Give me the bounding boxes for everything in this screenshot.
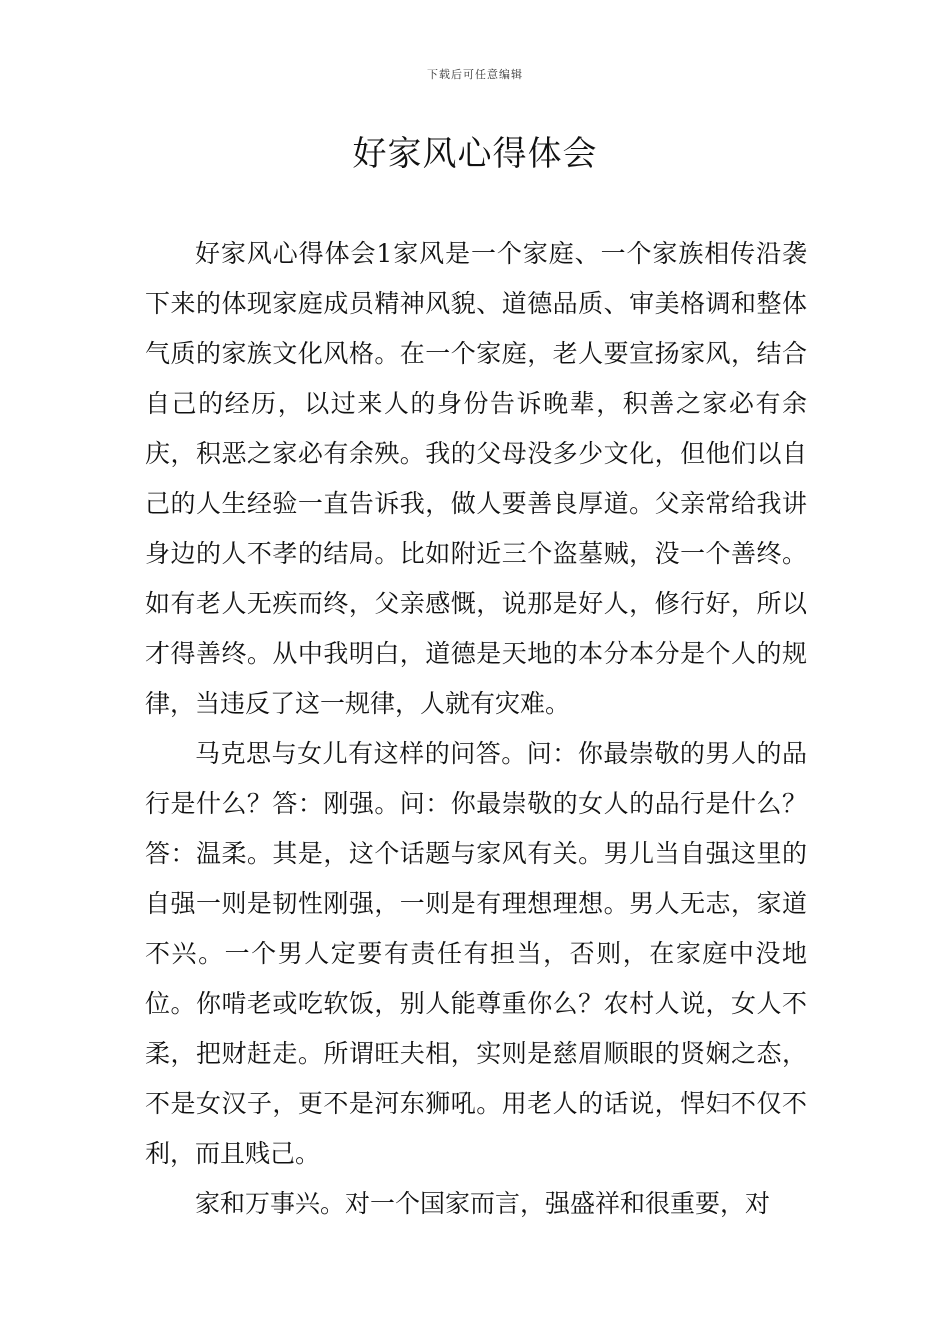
paragraph-1: 好家风心得体会1家风是一个家庭、一个家族相传沿袭下来的体现家庭成员精神风貌、道德品质、审美格调和整体气质的家族文化风格。在一个家庭，老人要宣扬家风，结合自己的经历，以过来人的身份告诉晚辈，积善之家必有余庆，积恶之家必有余殃。我的父母没多少文化，但他们以自己的人生经验一直告诉我，做人要善良厚道。父亲常给我讲身边的人不孝的结局。比如附近三个盗墓贼，没一个善终。如有老人无疾而终，父亲感慨，说那是好人，修行好，所以才得善终。从中我明白，道德是天地的本分本分是个人的规律，当违反了这一规律，人就有灾难。 (145, 239, 807, 718)
header-note: 下载后可任意编辑 (427, 68, 523, 81)
document-title: 好家风心得体会 (352, 134, 598, 174)
paragraph-2: 马克思与女儿有这样的问答。问：你最崇敬的男人的品行是什么？答：刚强。问：你最崇敬的女人的品行是什么？答：温柔。其是，这个话题与家风有关。男儿当自强这里的自强一则是韧性刚强，一则是有理想理想。男人无志，家道不兴。一个男人定要有责任有担当，否则，在家庭中没地位。你啃老或吃软饭，别人能尊重你么？农村人说，女人不柔，把财赶走。所谓旺夫相，实则是慈眉顺眼的贤娴之态，不是女汉子，更不是河东狮吼。用老人的话说，悍妇不仅不利，而且贱己。 (145, 739, 807, 1168)
paragraph-3: 家和万事兴。对一个国家而言，强盛祥和很重要，对 (195, 1189, 771, 1218)
document-body (145, 229, 807, 1229)
